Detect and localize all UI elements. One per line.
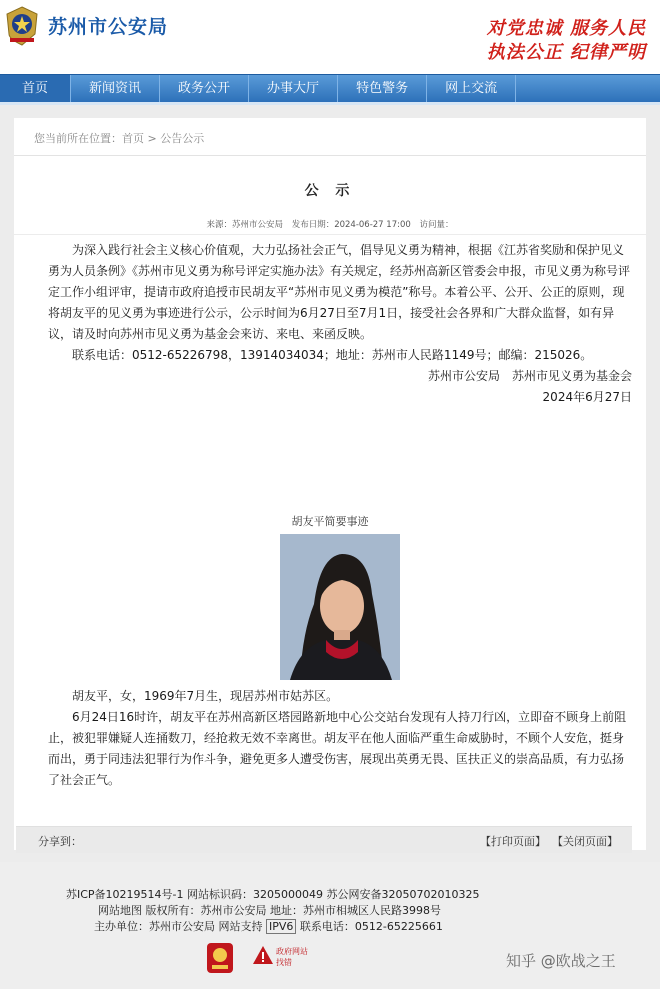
close-page-link[interactable]: 【关闭页面】 [552,835,618,848]
slogan-line-2: 执法公正 纪律严明 [486,42,646,63]
profile-bio [48,686,634,791]
gov-site-error-report-badge[interactable] [252,944,316,970]
print-page-link[interactable]: 【打印页面】 [480,835,546,848]
footer-copyright: 网站地图 版权所有：苏州市公安局 地址：苏州市相城区人民路3998号 [98,904,441,917]
ipv6-badge: IPV6 [266,919,296,934]
meta-source: 来源：苏州市公安局 [206,220,283,230]
footer-registration: 苏ICP备10219514号-1 网站标识码：3205000049 苏公网安备32050702010325 [66,888,480,901]
signature: 苏州市公安局 苏州市见义勇为基金会 [427,369,632,383]
contact-info: 联系电话：0512-65226798，13914034034；地址：苏州市人民路1149号；邮编：215026。 [72,348,593,362]
share-label: 分享到： [38,835,82,848]
site-title[interactable]: 苏州市公安局 [48,16,169,38]
nav-item-online-exchange[interactable]: 网上交流 [427,75,516,103]
warning-icon [252,944,274,966]
watermark: 知乎 @欧战之王 [506,952,616,970]
article-body [48,240,634,408]
badge-text-line1: 政府网站 [276,947,308,956]
divider [14,155,646,156]
main-nav [0,74,660,103]
nav-divider [0,102,660,105]
article-paragraph: 为深入践行社会主义核心价值观，大力弘扬社会正气，倡导见义勇为精神，根据《江苏省奖励和保护见义勇为人员条例》《苏州市见义勇为称号评定实施办法》有关规定，经苏州高新区管委会申报，市见义勇为称号评定工作小组评审，提请市政府追授市民胡友平“苏州市见义勇为模范”称号。本着公平、公开、公正的原则，现将胡友平的见义勇为事迹进行公示，公示时间为6月27日至7月1日，接受社会各界和广大群众监督，如有异议，请及时向苏州市见义勇为基金会来访、来电、来函反映。 [48,243,631,341]
article-meta [14,218,646,230]
meta-published: 发布日期：2024-06-27 17:00 [291,220,411,230]
content-panel [14,118,646,850]
badge-text [276,946,308,968]
badge-text-line2: 找错 [276,958,292,967]
site-footer [0,862,660,989]
meta-views: 访问量： [419,220,454,230]
police-emblem-icon [4,6,40,46]
profile-title: 胡友平简要事迹 [291,515,369,528]
nav-item-home[interactable]: 首页 [0,75,71,103]
article-title: 公 示 [304,183,356,199]
bio-line: 胡友平，女，1969年7月生，现居苏州市姑苏区。 [72,689,339,703]
divider [14,234,646,235]
nav-item-service-hall[interactable]: 办事大厅 [249,75,338,103]
signature-date: 2024年6月27日 [542,390,632,404]
portrait-photo [280,534,400,680]
footer-phone: 联系电话：0512-65225661 [299,920,443,933]
footer-contact [94,918,443,934]
bio-paragraph: 6月24日16时许，胡友平在苏州高新区塔园路新地中心公交站台发现有人持刀行凶，立即奋不顾身上前阻止，被犯罪嫌疑人连捅数刀，经抢救无效不幸离世。胡友平在他人面临严重生命威胁时，不顾个人安危，挺身而出，勇于同违法犯罪行为作斗争，避免更多人遭受伤害，展现出英勇无畏、匡扶正义的崇高品质，有力弘扬了社会正气。 [48,710,627,787]
nav-item-government-affairs[interactable]: 政务公开 [160,75,249,103]
share-bar [16,826,632,853]
slogan-line-1: 对党忠诚 服务人民 [486,18,646,39]
nav-item-news[interactable]: 新闻资讯 [71,75,160,103]
breadcrumb[interactable]: 您当前所在位置：首页 > 公告公示 [34,132,205,145]
footer-host: 主办单位：苏州市公安局 网站支持 [94,920,263,933]
site-header [0,0,660,74]
party-gov-badge-icon[interactable] [206,942,234,974]
nav-item-special-policing[interactable]: 特色警务 [338,75,427,103]
